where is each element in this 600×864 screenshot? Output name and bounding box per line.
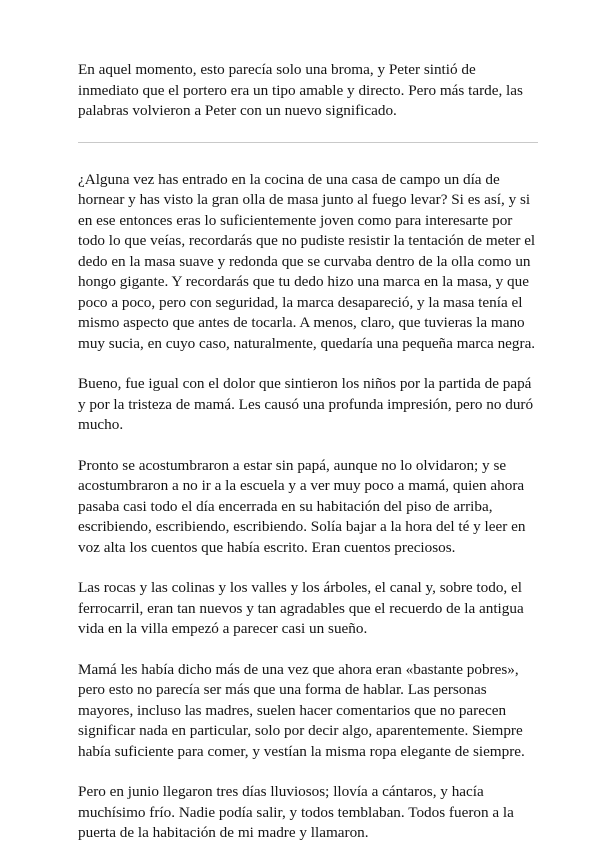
paragraph-2: Bueno, fue igual con el dolor que sintieron los niños por la partida de papá y por la tristeza de mamá. Les causó una profunda impresión, pero no duró mucho. [78, 375, 534, 433]
paragraph-4: Las rocas y las colinas y los valles y los árboles, el canal y, sobre todo, el ferrocarril, eran tan nuevos y tan agradables que el recuerdo de la antigua vida en la villa empezó a parecer casi un sueño. [78, 579, 524, 637]
section-divider [78, 142, 538, 143]
paragraph-3: Pronto se acostumbraron a estar sin papá, aunque no lo olvidaron; y se acostumbraron a no ir a la escuela y a ver muy poco a mamá, quien ahora pasaba casi todo el día encerrada en su habitación del piso de arriba, escribiendo, escribiendo, escribiendo. Solía bajar a la hora del té y leer en voz alta los cuentos que había escrito. Eran cuentos preciosos. [78, 456, 526, 556]
paragraph-5: Mamá les había dicho más de una vez que ahora eran «bastante pobres», pero esto no parecía ser más que una forma de hablar. Las personas mayores, incluso las madres, suelen hacer comentarios que no parecen significar nada en particular, solo por decir algo, aparentemente. Siempre había suficiente para comer, y vestían la misma ropa elegante de siempre. [78, 660, 525, 760]
document-page [78, 60, 538, 864]
paragraph-6: Pero en junio llegaron tres días lluviosos; llovía a cántaros, y hacía muchísimo frío. Nadie podía salir, y todos temblaban. Todos fueron a la puerta de la habitación de mi madre y llamaron. [78, 783, 514, 841]
intro-paragraph: En aquel momento, esto parecía solo una broma, y Peter sintió de inmediato que el portero era un tipo amable y directo. Pero más tarde, las palabras volvieron a Peter con un nuevo significado. [78, 61, 523, 119]
paragraph-1: ¿Alguna vez has entrado en la cocina de una casa de campo un día de hornear y has visto la gran olla de masa junto al fuego levar? Si es así, y si en ese entonces eras lo suficientemente joven como para interesarte por todo lo que veías, recordarás que no pudiste resistir la tentación de meter el dedo en la masa suave y redonda que se curvaba dentro de la olla como un hongo gigante. Y recordarás que tu dedo hizo una marca en la masa, y que poco a poco, pero con seguridad, la marca desapareció, y la masa tenía el mismo aspecto que antes de tocarla. A menos, claro, que tuvieras la mano muy sucia, en cuyo caso, naturalmente, quedaría una pequeña marca negra. [78, 170, 536, 352]
